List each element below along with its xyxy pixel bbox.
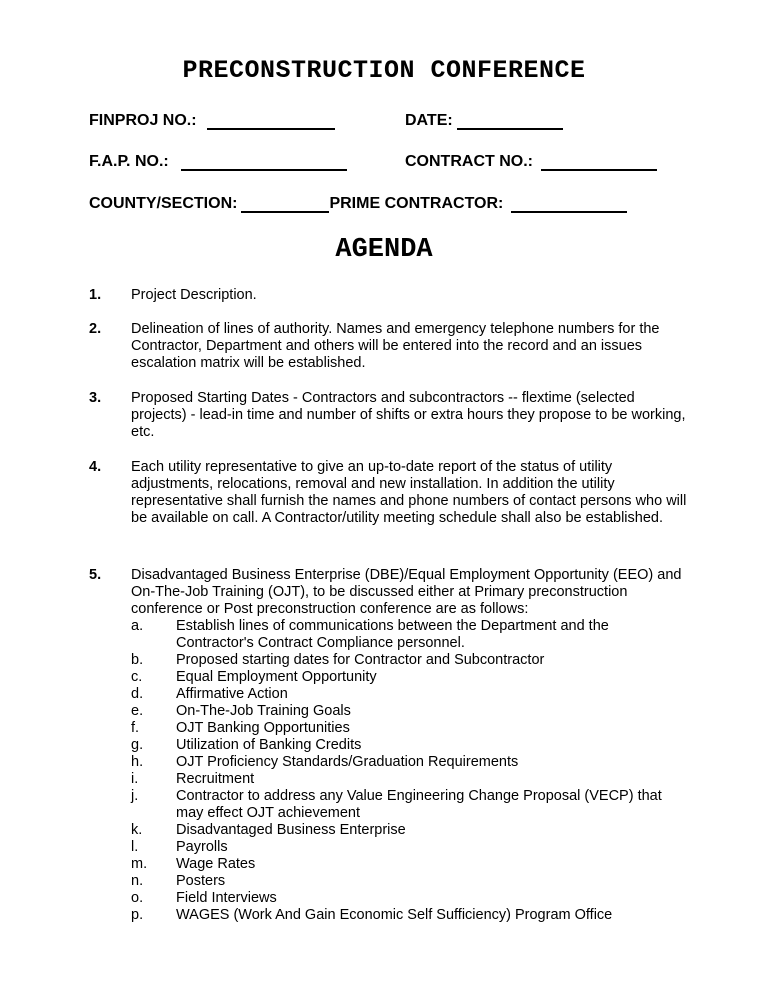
sublist-text: Wage Rates — [176, 856, 256, 872]
sublist-item — [131, 873, 689, 890]
sublist-item — [131, 652, 689, 669]
contract-label: CONTRACT NO.: — [405, 153, 533, 170]
sublist-letter: a. — [131, 618, 144, 634]
sublist-letter: o. — [131, 890, 144, 906]
agenda-item-number: 4. — [89, 459, 102, 475]
date-label: DATE: — [405, 112, 453, 129]
sublist-item — [131, 686, 689, 703]
fap-label: F.A.P. NO.: — [89, 153, 169, 170]
finproj-label: FINPROJ NO.: — [89, 112, 197, 129]
sublist-text: Recruitment — [176, 771, 255, 787]
sublist-item — [131, 737, 689, 754]
sublist-letter: l. — [131, 839, 139, 855]
sublist-letter: b. — [131, 652, 144, 668]
agenda-item — [89, 390, 689, 441]
prime-blank[interactable] — [511, 195, 627, 213]
prime-label: PRIME CONTRACTOR: — [329, 195, 504, 212]
sublist-item — [131, 856, 689, 873]
sublist-text: Proposed starting dates for Contractor and Subcontractor — [176, 652, 545, 668]
agenda-item — [89, 567, 689, 924]
page-title: PRECONSTRUCTION CONFERENCE — [182, 56, 586, 85]
sublist-letter: c. — [131, 669, 143, 685]
sublist-text: Payrolls — [176, 839, 228, 855]
sublist-item — [131, 907, 689, 924]
agenda-item-text: Project Description. — [131, 287, 257, 303]
date-blank[interactable] — [457, 112, 563, 130]
sublist-item — [131, 822, 689, 839]
sublist-letter: d. — [131, 686, 144, 702]
sublist-text: Establish lines of communications between the Department and the Contractor's Contract Compliance personnel. — [176, 618, 609, 651]
finproj-field — [89, 112, 335, 130]
sublist-item — [131, 788, 689, 822]
county-blank[interactable] — [241, 195, 329, 213]
sublist-letter: n. — [131, 873, 144, 889]
contract-field — [405, 153, 657, 171]
sublist-text: Disadvantaged Business Enterprise — [176, 822, 406, 838]
sublist-item — [131, 703, 689, 720]
date-field — [405, 112, 563, 130]
sublist-text: OJT Banking Opportunities — [176, 720, 350, 736]
finproj-blank[interactable] — [207, 112, 335, 130]
agenda-item-text: Each utility representative to give an up-to-date report of the status of utility adjustments, relocations, removal and new installation. In addition the utility representative shall furnish the names and phone numbers of contact persons who will be available on call. A Contractor/utility meeting schedule shall also be established. — [131, 459, 687, 526]
sublist-letter: k. — [131, 822, 143, 838]
agenda-item-body — [131, 567, 689, 924]
sublist-letter: e. — [131, 703, 144, 719]
agenda-title: AGENDA — [335, 235, 433, 265]
sublist-item — [131, 754, 689, 771]
sublist-text: Equal Employment Opportunity — [176, 669, 377, 685]
fap-blank[interactable] — [181, 153, 347, 171]
sublist-item — [131, 839, 689, 856]
county-label: COUNTY/SECTION: — [89, 195, 238, 212]
sublist-item — [131, 669, 689, 686]
sublist-item — [131, 618, 689, 652]
sublist-text: Contractor to address any Value Engineering Change Proposal (VECP) that may effect OJT achievement — [176, 788, 662, 821]
county-field — [89, 195, 627, 213]
agenda-item-number: 5. — [89, 567, 102, 583]
sublist-text: Posters — [176, 873, 226, 889]
agenda-item — [89, 287, 689, 304]
agenda-item-number: 3. — [89, 390, 102, 406]
sublist-letter: f. — [131, 720, 140, 736]
sublist-text: Field Interviews — [176, 890, 277, 906]
sublist — [131, 618, 689, 924]
sublist-text: WAGES (Work And Gain Economic Self Sufficiency) Program Office — [176, 907, 613, 923]
fap-field — [89, 153, 347, 171]
agenda-item-text: Disadvantaged Business Enterprise (DBE)/Equal Employment Opportunity (EEO) and On-The-Job Training (OJT), to be discussed either at Primary preconstruction conference or Post preconstruction conference are as follows: — [131, 567, 682, 617]
sublist-letter: g. — [131, 737, 144, 753]
sublist-item — [131, 720, 689, 737]
agenda-item — [89, 459, 689, 527]
sublist-text: On-The-Job Training Goals — [176, 703, 351, 719]
sublist-letter: i. — [131, 771, 139, 787]
agenda-item-text: Proposed Starting Dates - Contractors and subcontractors -- flextime (selected projects) - lead-in time and number of shifts or extra hours they propose to be working, etc. — [131, 390, 686, 440]
sublist-letter: h. — [131, 754, 144, 770]
sublist-text: OJT Proficiency Standards/Graduation Requirements — [176, 754, 519, 770]
agenda-item-text: Delineation of lines of authority. Names and emergency telephone numbers for the Contractor, Department and others will be entered into the record and an issues escalation matrix will be established. — [131, 321, 660, 371]
sublist-text: Utilization of Banking Credits — [176, 737, 362, 753]
sublist-item — [131, 771, 689, 788]
agenda-item-number: 1. — [89, 287, 102, 303]
contract-blank[interactable] — [541, 153, 657, 171]
sublist-letter: j. — [131, 788, 139, 804]
sublist-item — [131, 890, 689, 907]
sublist-letter: p. — [131, 907, 144, 923]
agenda-item — [89, 321, 689, 372]
sublist-letter: m. — [131, 856, 148, 872]
sublist-text: Affirmative Action — [176, 686, 288, 702]
agenda-item-number: 2. — [89, 321, 102, 337]
